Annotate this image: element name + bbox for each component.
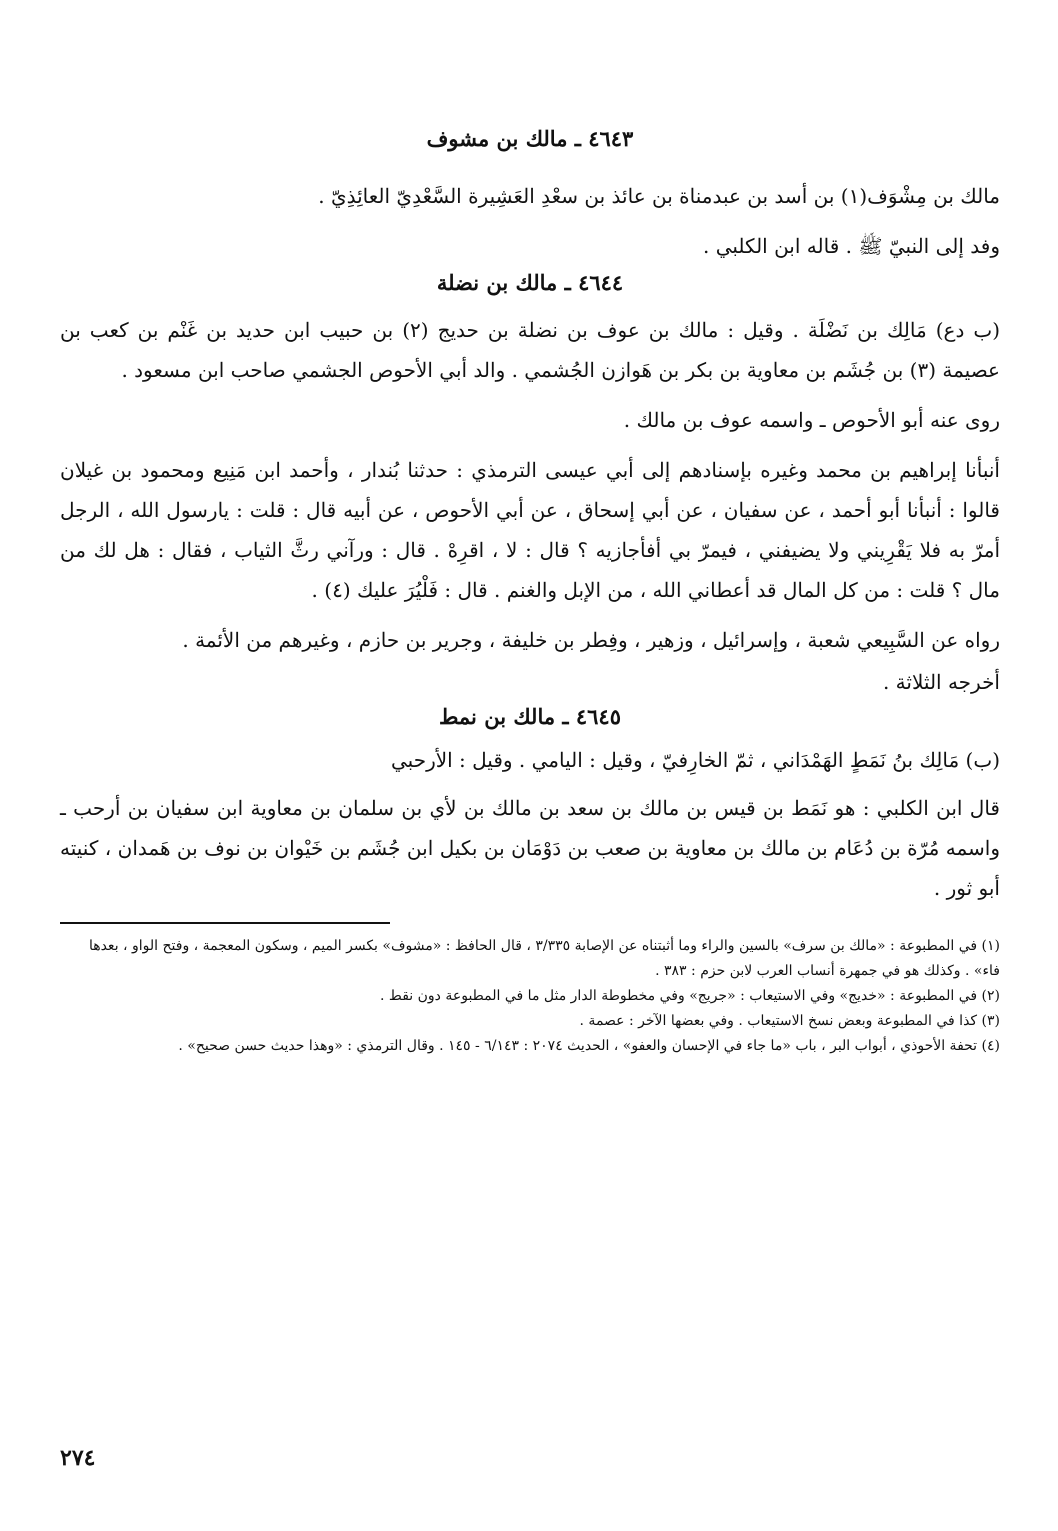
entry-body [60,176,1000,266]
entry-paragraph: (ب دع) مَالِك بن نَضْلَة . وقيل : مالك بن عوف بن نضلة بن حديج (٢) بن حبيب ابن حديد بن غَنْم بن كعب بن عصيمة (٣) بن جُشَم بن معاوية بن بكر بن هَوازن الجُشمي . والد أبي الأحوص الجشمي صاحب ابن مسعود . [60,318,1000,382]
entry-body [60,740,1000,908]
footnotes [60,922,1000,1059]
entry-paragraph: روى عنه أبو الأحوص ـ واسمه عوف بن مالك . [623,408,1000,432]
footnote: (٣) كذا في المطبوعة وبعض نسخ الاستيعاب . وفي بعضها الآخر : عصمة . [579,1013,1000,1029]
book-page [60,110,1000,1510]
footnote-divider [60,922,390,924]
page-number: ٢٧٤ [60,1445,96,1471]
entry-paragraph: رواه عن السَّبِيعي شعبة ، وإسرائيل ، وزهير ، وفِطر بن خليفة ، وجرير بن حازم ، وغيرهم من الأئمة . [182,628,1000,652]
entry-paragraph: مالك بن مِشْوَف(١) بن أسد بن عبدمناة بن عائذ بن سعْدِ العَشِيرة السَّعْدِيّ العائِذِيّ . [318,184,1000,208]
entry-heading: ٤٦٤٥ ـ مالك بن نمط [438,704,621,729]
entry-paragraph: (ب) مَالِك بنُ نَمَطٍ الهَمْدَاني ، ثمّ الخارِفيّ ، وقيل : اليامي . وقيل : الأرحبي [391,748,1000,772]
footnote: (٤) تحفة الأحوذي ، أبواب البر ، باب «ما جاء في الإحسان والعفو» ، الحديث ٢٠٧٤ : ٦/١٤٣ - ١٤٥ . وقال الترمذي : «وهذا حديث حسن صحيح» . [178,1038,1000,1054]
entry-paragraph: أخرجه الثلاثة . [882,670,1000,694]
entry-paragraph: قال ابن الكلبي : هو نَمَط بن قيس بن مالك بن سعد بن مالك بن لأي بن سلمان بن معاوية ابن سفيان بن أرحب ـ واسمه مُرّة بن دُعَام بن مالك بن معاوية بن صعب بن دَوْمَان بن بكيل ابن جُشَم بن خَيْوان بن نوف بن هَمدان ، كنيته أبو ثور . [60,796,1000,900]
footnote: (١) في المطبوعة : «مالك بن سرف» بالسين والراء وما أثبتناه عن الإصابة ٣/٣٣٥ ، قال الحافظ : «مشوف» بكسر الميم ، وسكون المعجمة ، وفتح الواو ، بعدها فاء» . وكذلك هو في جمهرة أنساب العرب لابن حزم : ٣٨٣ . [88,938,1000,979]
entry-paragraph: وفد إلى النبيّ ﷺ . قاله ابن الكلبي . [702,234,1000,258]
entry-heading: ٤٦٤٤ ـ مالك بن نضلة [436,270,624,295]
entry-body [60,310,1000,702]
footnote: (٢) في المطبوعة : «خديج» وفي الاستيعاب : «جريج» وفي مخطوطة الدار مثل ما في المطبوعة دون نقط . [380,988,1000,1004]
entry-heading: ٤٦٤٣ ـ مالك بن مشوف [426,126,634,151]
entry-paragraph: أنبأنا إبراهيم بن محمد وغيره بإسنادهم إلى أبي عيسى الترمذي : حدثنا بُندار ، وأحمد ابن مَنِيع ومحمود بن غيلان قالوا : أنبأنا أبو أحمد ، عن سفيان ، عن أبي إسحاق ، عن أبي الأحوص ، عن أبيه قال : قلت : يارسول الله ، الرجل أمرّ به فلا يَقْرِيني ولا يضيفني ، فيمرّ بي أفأجازيه ؟ قال : لا ، اقرِهْ . قال : ورآني رثَّ الثياب ، فقال : هل لك من مال ؟ قلت : من كل المال قد أعطاني الله ، من الإبل والغنم . قال : فَلْيُرَ عليك (٤) . [60,458,1000,602]
